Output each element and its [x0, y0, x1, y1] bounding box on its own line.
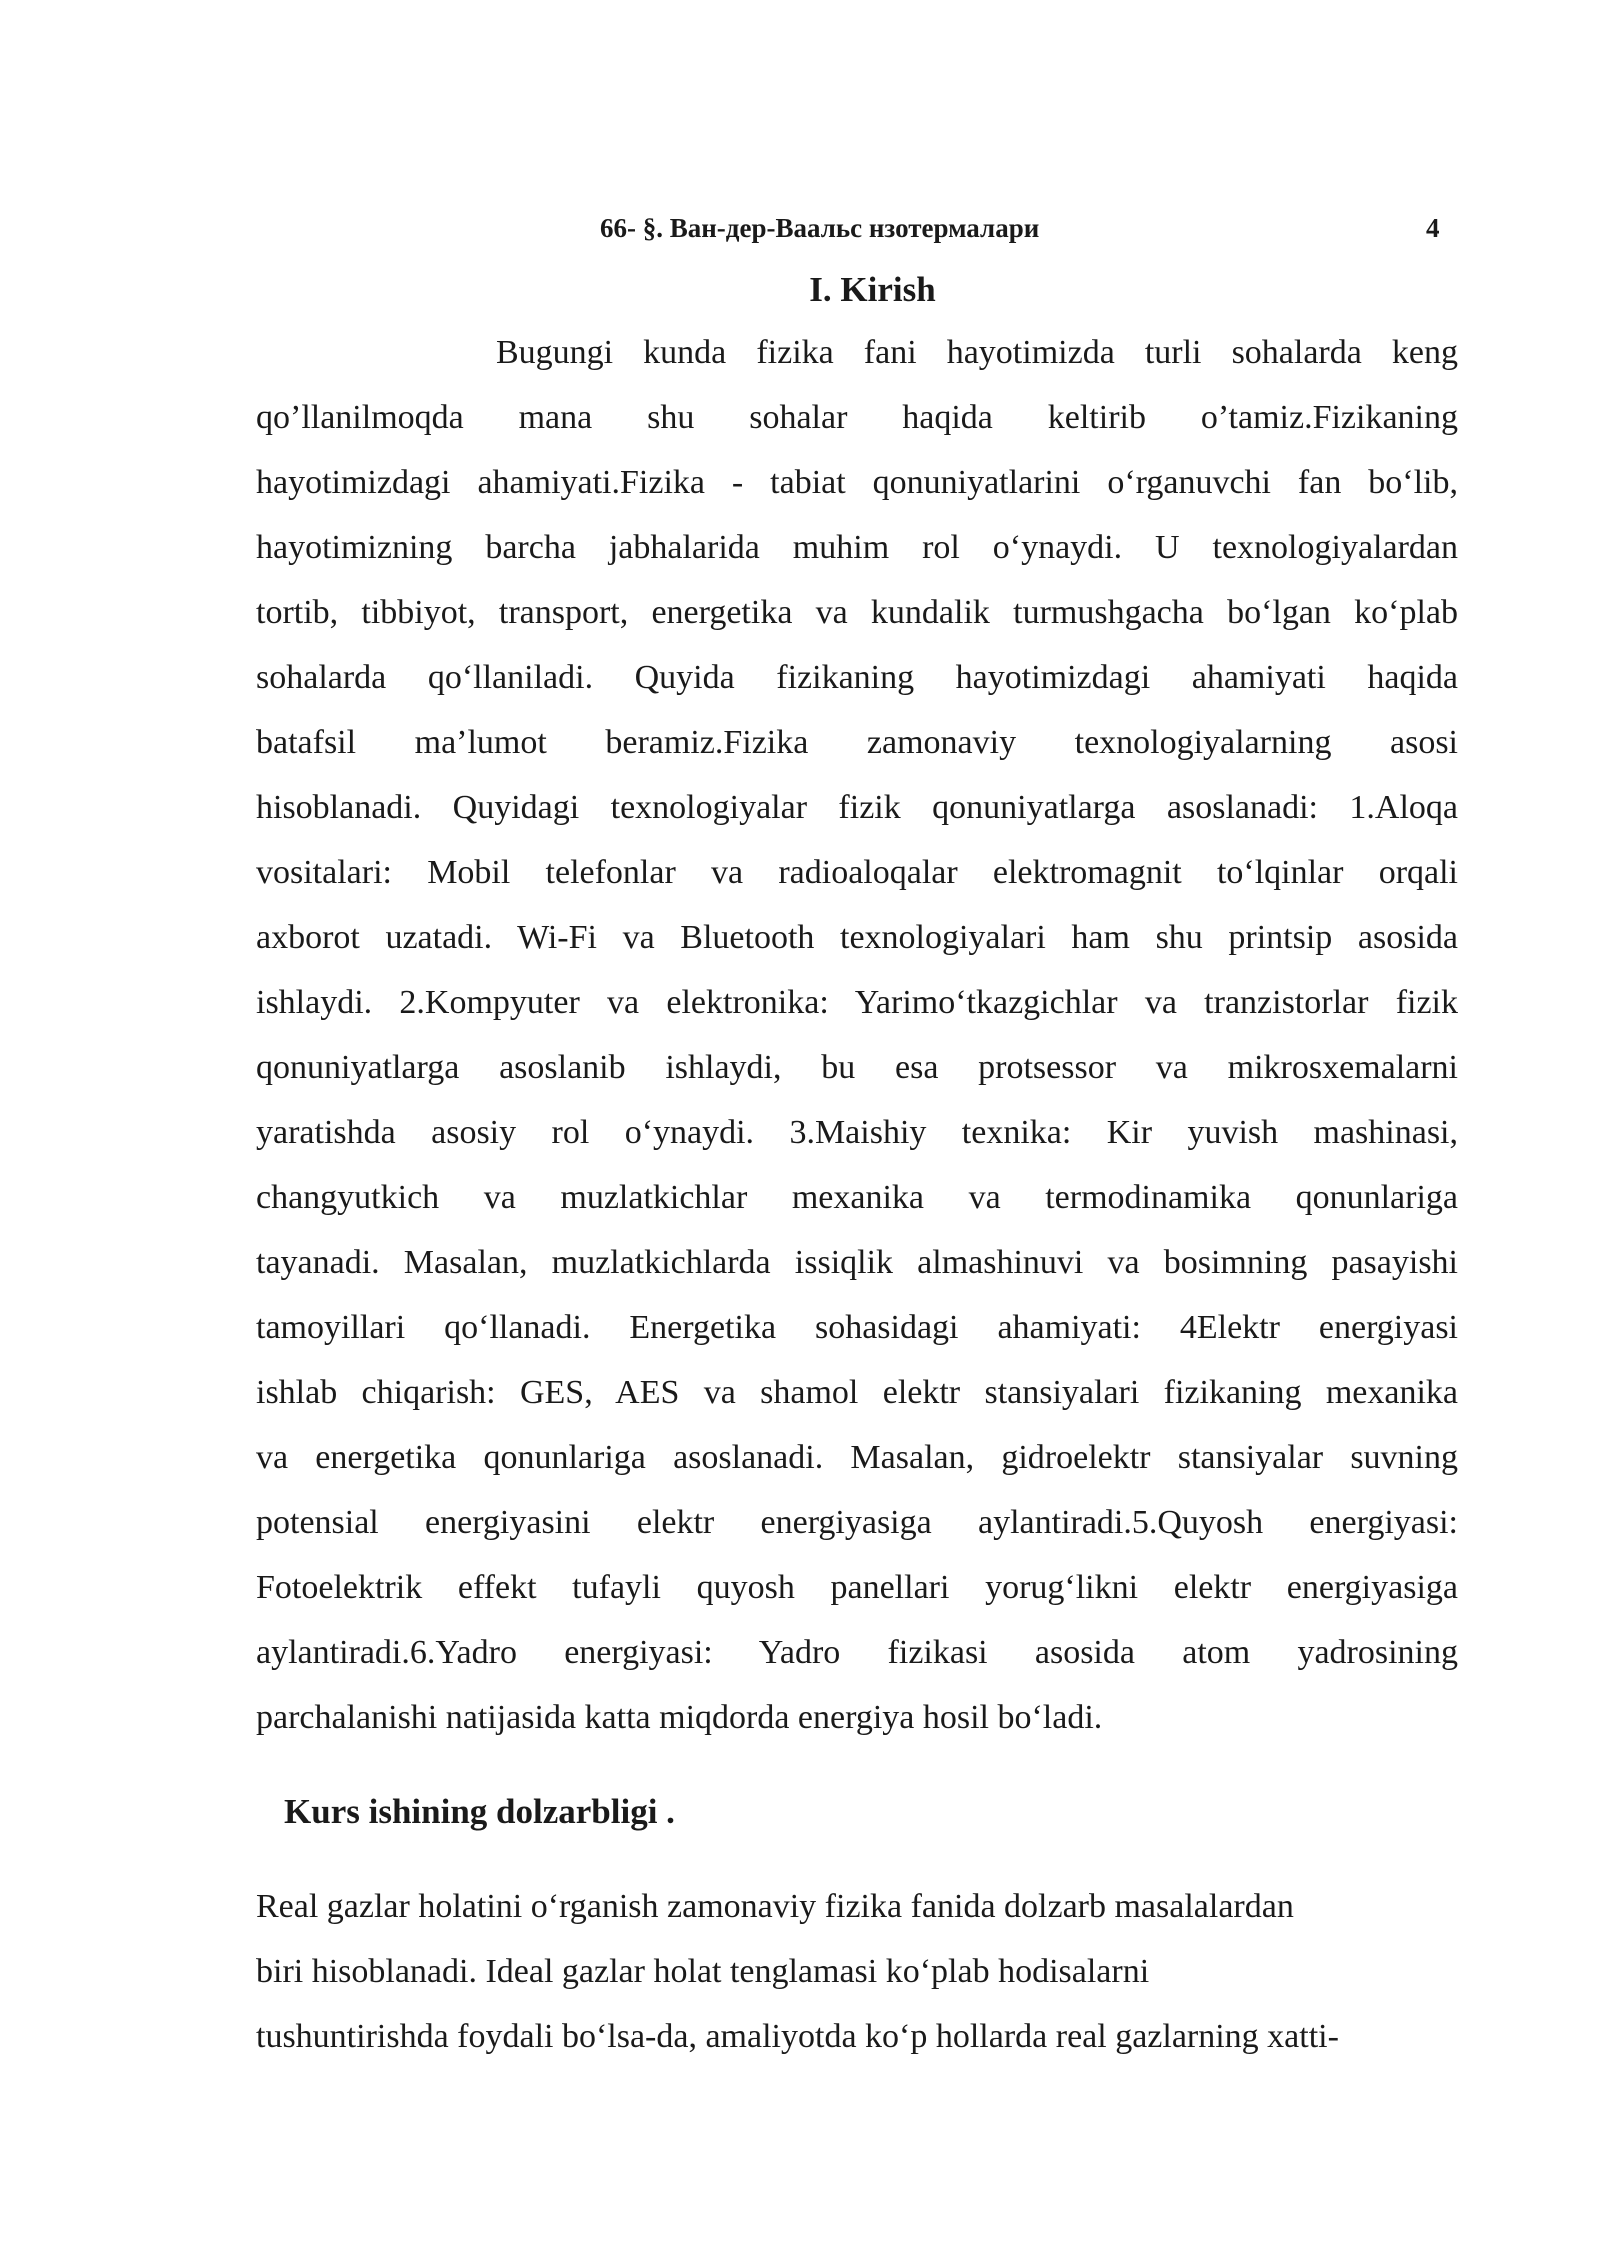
- paragraph-line: ishlaydi. 2.Kompyuter va elektronika: Yarimo‘tkazgichlar va tranzistorlar fizik: [256, 984, 1458, 1021]
- paragraph-line: sohalarda qo‘llaniladi. Quyida fizikaning hayotimizdagi ahamiyati haqida: [256, 659, 1458, 696]
- paragraph-line: aylantiradi.6.Yadro energiyasi: Yadro fizikasi asosida atom yadrosining: [256, 1634, 1458, 1671]
- paragraph-line: Fotoelektrik effekt tufayli quyosh panellari yorug‘likni elektr energiyasiga: [256, 1569, 1458, 1606]
- toc-entry: 66- §. Ван-дер-Ваальс нзотермалари: [600, 213, 1040, 243]
- paragraph-line: ishlab chiqarish: GES, AES va shamol elektr stansiyalari fizikaning mexanika: [256, 1374, 1458, 1411]
- relevance-paragraph: [256, 1874, 1486, 2069]
- paragraph-line: changyutkich va muzlatkichlar mexanika va termodinamika qonunlariga: [256, 1179, 1458, 1216]
- paragraph-line: tushuntirishda foydali bo‘lsa-da, amaliyotda ko‘p hollarda real gazlarning xatti-: [256, 2018, 1339, 2055]
- paragraph-line: hayotimizning barcha jabhalarida muhim rol o‘ynaydi. U texnologiyalardan: [256, 529, 1458, 566]
- paragraph-line: tortib, tibbiyot, transport, energetika va kundalik turmushgacha bo‘lgan ko‘plab: [256, 594, 1458, 631]
- toc-page-number: 4: [1426, 213, 1440, 243]
- paragraph-line: batafsil ma’lumot beramiz.Fizika zamonaviy texnologiyalarning asosi: [256, 724, 1458, 761]
- paragraph-line: potensial energiyasini elektr energiyasiga aylantiradi.5.Quyosh energiyasi:: [256, 1504, 1458, 1541]
- relevance-heading: Kurs ishining dolzarbligi .: [284, 1792, 675, 1831]
- intro-paragraph: [256, 320, 1458, 1750]
- paragraph-line: qo’llanilmoqda mana shu sohalar haqida keltirib o’tamiz.Fizikaning: [256, 399, 1458, 436]
- paragraph-line: Bugungi kunda fizika fani hayotimizda turli sohalarda keng: [496, 334, 1458, 371]
- paragraph-line: Real gazlar holatini o‘rganish zamonaviy fizika fanida dolzarb masalalardan: [256, 1888, 1294, 1925]
- paragraph-line: hisoblanadi. Quyidagi texnologiyalar fizik qonuniyatlarga asoslanadi: 1.Aloqa: [256, 789, 1458, 826]
- paragraph-line: va energetika qonunlariga asoslanadi. Masalan, gidroelektr stansiyalar suvning: [256, 1439, 1458, 1476]
- section-title: I. Kirish: [809, 270, 936, 309]
- paragraph-line: parchalanishi natijasida katta miqdorda energiya hosil bo‘ladi.: [256, 1699, 1103, 1736]
- paragraph-line: biri hisoblanadi. Ideal gazlar holat tenglamasi ko‘plab hodisalarni: [256, 1953, 1150, 1990]
- paragraph-line: hayotimizdagi ahamiyati.Fizika - tabiat qonuniyatlarini o‘rganuvchi fan bo‘lib,: [256, 464, 1458, 501]
- paragraph-line: vositalari: Mobil telefonlar va radioaloqalar elektromagnit to‘lqinlar orqali: [256, 854, 1458, 891]
- paragraph-line: tayanadi. Masalan, muzlatkichlarda issiqlik almashinuvi va bosimning pasayishi: [256, 1244, 1458, 1281]
- paragraph-line: qonuniyatlarga asoslanib ishlaydi, bu esa protsessor va mikrosxemalarni: [256, 1049, 1458, 1086]
- paragraph-line: yaratishda asosiy rol o‘ynaydi. 3.Maishiy texnika: Kir yuvish mashinasi,: [256, 1114, 1458, 1151]
- paragraph-line: axborot uzatadi. Wi-Fi va Bluetooth texnologiyalari ham shu printsip asosida: [256, 919, 1458, 956]
- paragraph-line: tamoyillari qo‘llanadi. Energetika sohasidagi ahamiyati: 4Elektr energiyasi: [256, 1309, 1458, 1346]
